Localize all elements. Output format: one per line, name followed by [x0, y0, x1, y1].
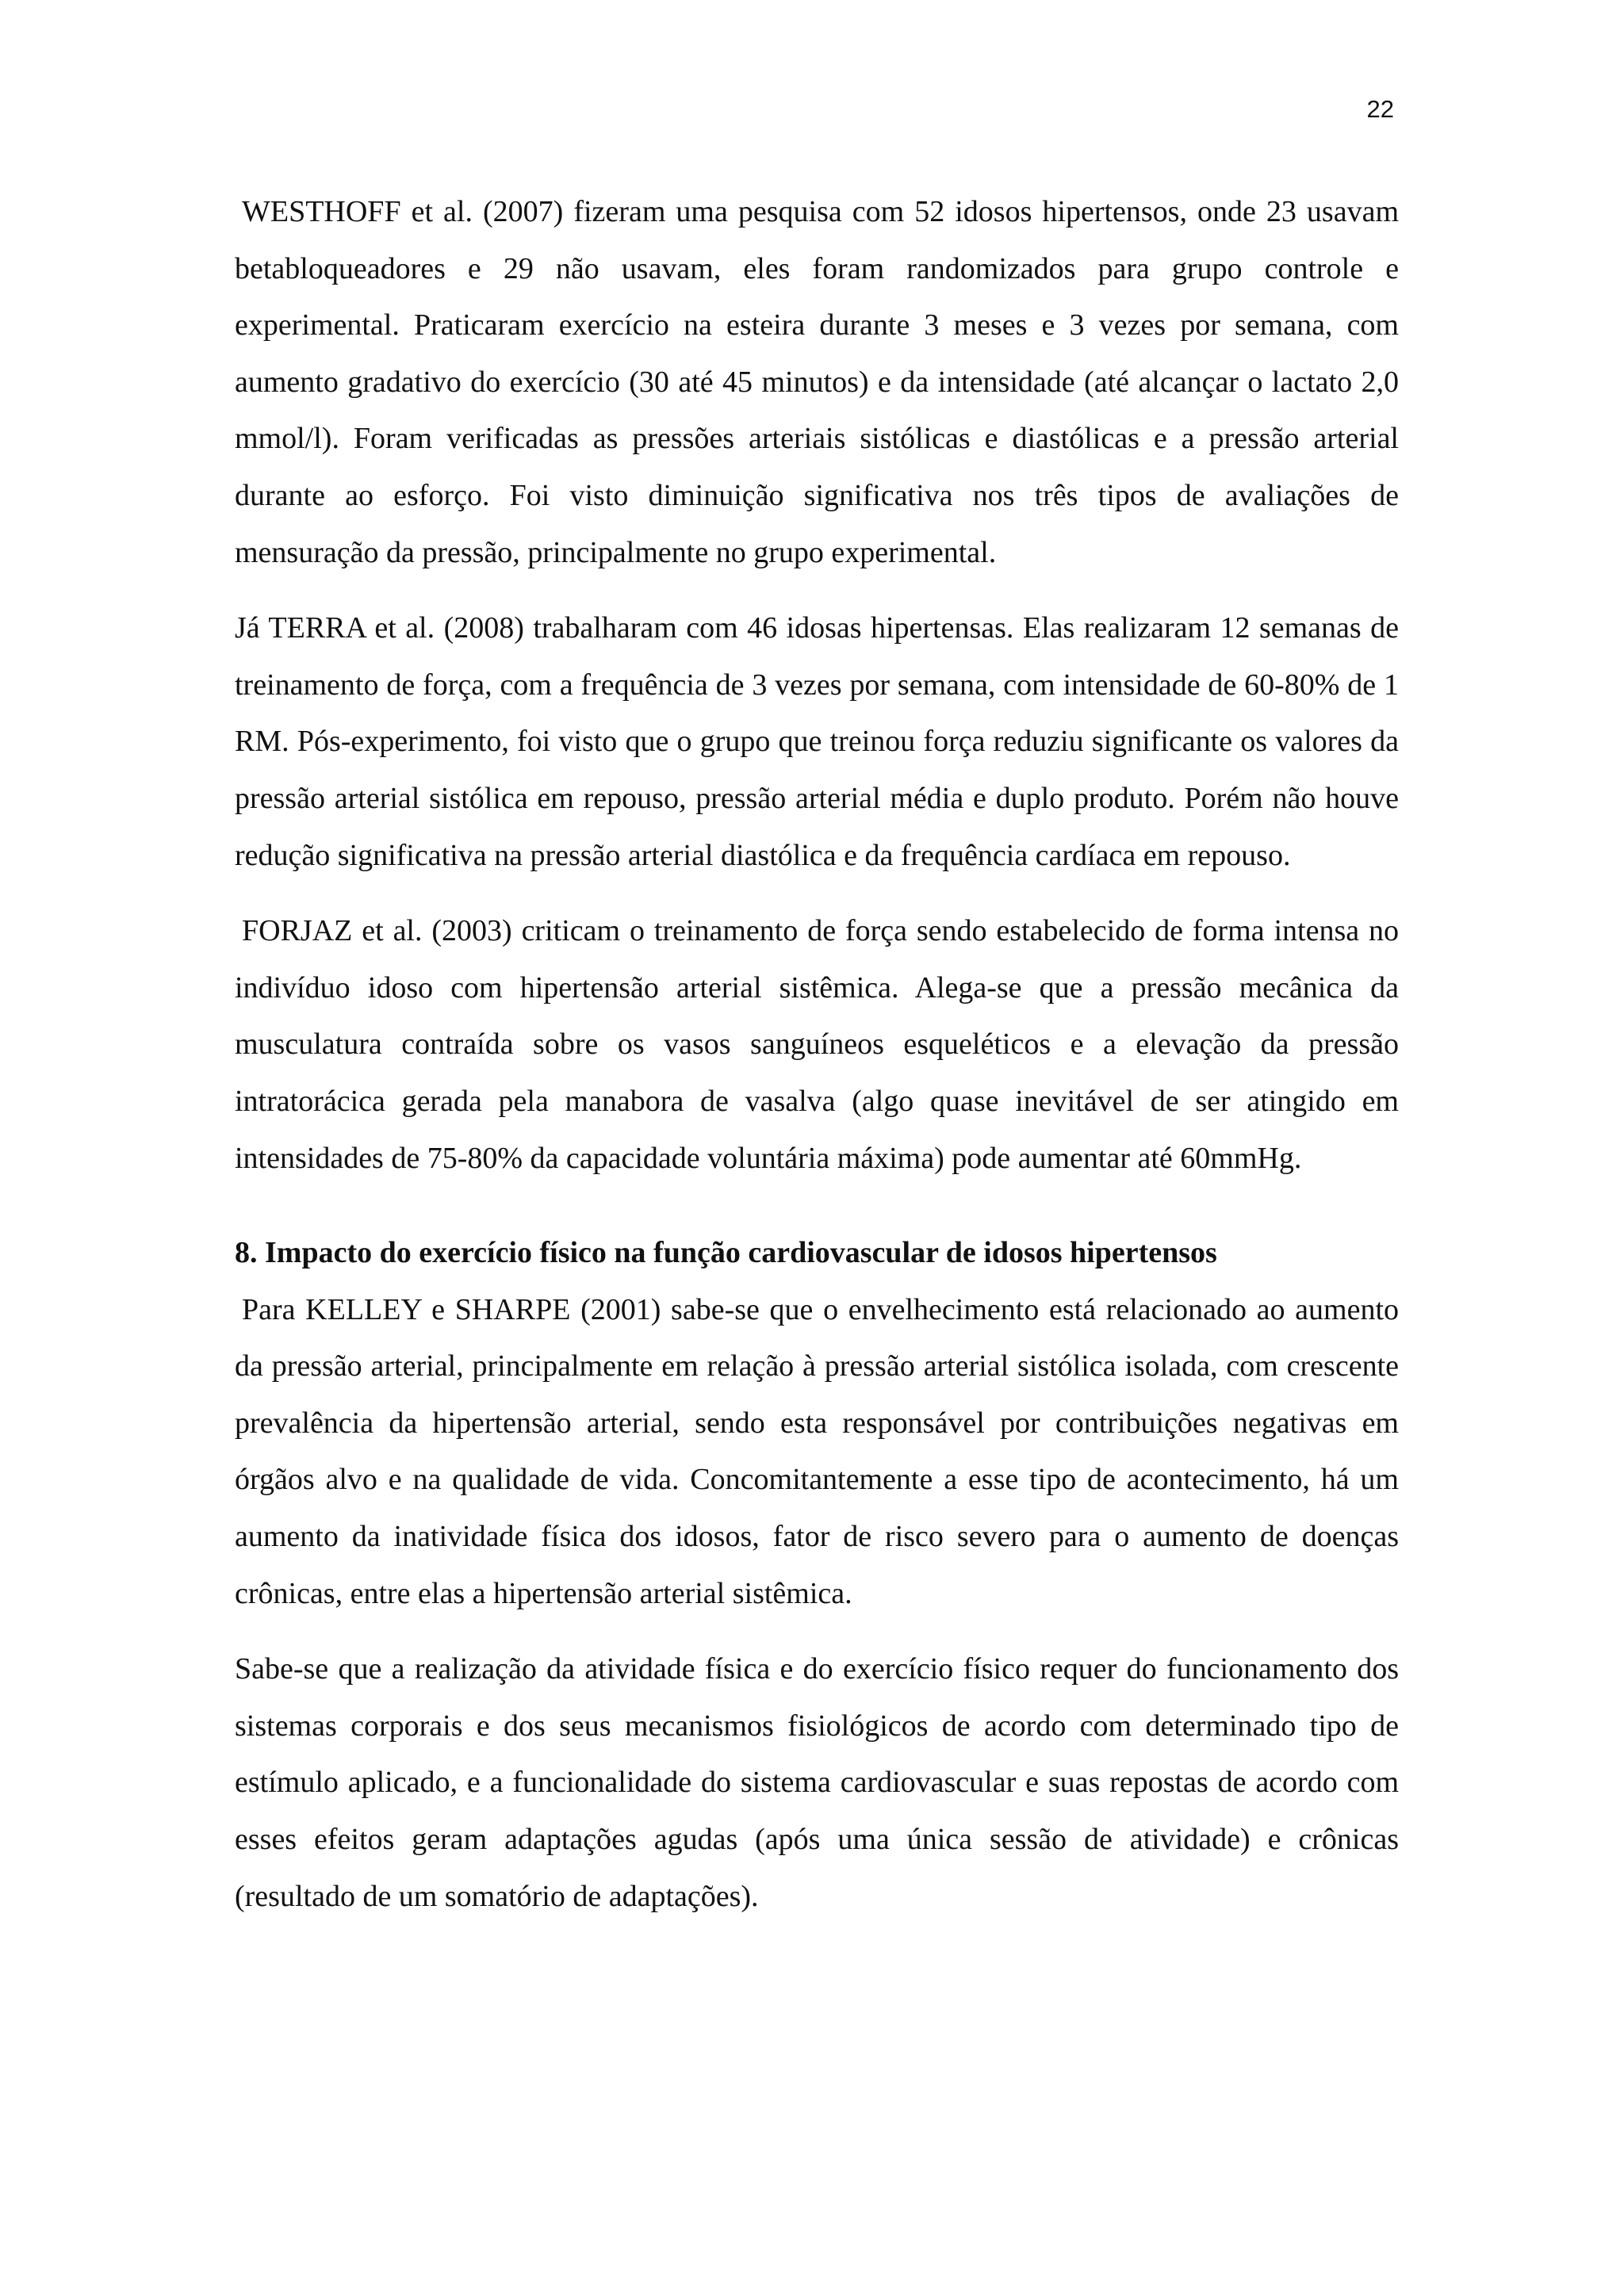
paragraph-westhoff: WESTHOFF et al. (2007) fizeram uma pesquisa com 52 idosos hipertensos, onde 23 usavam betabloqueadores e 29 não usavam, eles foram randomizados para grupo controle e experimental. Praticaram exercício na esteira durante 3 meses e 3 vezes por semana, com aumento gradativo do exercício (30 até 45 minutos) e da intensidade (até alcançar o lactato 2,0 mmol/l). Foram verificadas as pressões arteriais sistólicas e diastólicas e a pressão arterial durante ao esforço. Foi visto diminuição significativa nos três tipos de avaliações de mensuração da pressão, principalmente no grupo experimental. — [235, 195, 1399, 569]
document-body — [235, 184, 1399, 1944]
section-heading: 8. Impacto do exercício físico na função cardiovascular de idosos hipertensos — [235, 1236, 1217, 1270]
page-number: 22 — [1366, 95, 1394, 123]
paragraph-physical-activity: Sabe-se que a realização da atividade física e do exercício físico requer do funcionamento dos sistemas corporais e dos seus mecanismos fisiológicos de acordo com determinado tipo de estímulo aplicado, e a funcionalidade do sistema cardiovascular e suas repostas de acordo com esses efeitos geram adaptações agudas (após uma única sessão de atividade) e crônicas (resultado de um somatório de adaptações). — [235, 1652, 1399, 1913]
paragraph-forjaz: FORJAZ et al. (2003) criticam o treinamento de força sendo estabelecido de forma intensa no indivíduo idoso com hipertensão arterial sistêmica. Alega-se que a pressão mecânica da musculatura contraída sobre os vasos sanguíneos esqueléticos e a elevação da pressão intratorácica gerada pela manabora de vasalva (algo quase inevitável de ser atingido em intensidades de 75-80% da capacidade voluntária máxima) pode aumentar até 60mmHg. — [235, 914, 1399, 1175]
paragraph-terra: Já TERRA et al. (2008) trabalharam com 46 idosas hipertensas. Elas realizaram 12 semanas de treinamento de força, com a frequência de 3 vezes por semana, com intensidade de 60-80% de 1 RM. Pós-experimento, foi visto que o grupo que treinou força reduziu significante os valores da pressão arterial sistólica em repouso, pressão arterial média e duplo produto. Porém não houve redução significativa na pressão arterial diastólica e da frequência cardíaca em repouso. — [235, 611, 1399, 872]
paragraph-kelley-sharpe: Para KELLEY e SHARPE (2001) sabe-se que o envelhecimento está relacionado ao aumento da pressão arterial, principalmente em relação à pressão arterial sistólica isolada, com crescente prevalência da hipertensão arterial, sendo esta responsável por contribuições negativas em órgãos alvo e na qualidade de vida. Concomitantemente a esse tipo de acontecimento, há um aumento da inatividade física dos idosos, fator de risco severo para o aumento de doenças crônicas, entre elas a hipertensão arterial sistêmica. — [235, 1292, 1399, 1610]
